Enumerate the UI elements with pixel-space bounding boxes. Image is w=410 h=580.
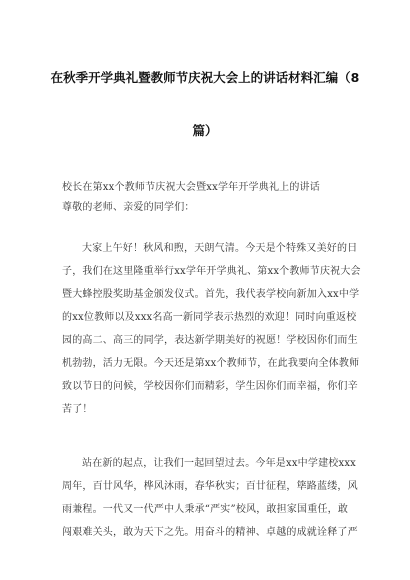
document-title-line-2: 篇）	[192, 123, 218, 138]
paragraph-1-line-1: 大家上午好！秋风和煦，天朗气清。今天是个特殊又美好的日	[82, 243, 358, 254]
paragraph-1-line-2: 子，我们在这里隆重举行xx学年开学典礼、第xx个教师节庆祝大会	[62, 266, 361, 277]
paragraph-1-line-8: 苦了！	[62, 404, 93, 415]
paragraph-2-line-1: 站在新的起点，让我们一起回望过去。今年是xx中学建校xxx	[82, 458, 356, 469]
paragraph-2-line-3: 雨兼程。一代又一代严中人秉承“严实”校风，敢担家国重任，敢	[62, 504, 349, 515]
paragraph-1-line-7: 致以节日的问候，学校因你们而精彩，学生因你们而幸福，你们辛	[62, 381, 358, 392]
paragraph-1-line-5: 园的高二、高三的同学，表达新学期美好的祝愿！学校因你们而生	[62, 335, 358, 346]
paragraph-2-line-2: 周年，百廿风华，桦风沐雨，春华秋实；百廿征程，筚路蓝缕，风	[62, 481, 358, 492]
salutation: 尊敬的老师、亲爱的同学们：	[62, 202, 195, 213]
paragraph-1-line-4: 的xx位教师以及xxx名高一新同学表示热烈的欢迎！同时向重返校	[62, 312, 357, 323]
paragraph-1-line-3: 暨大蜂控股奖助基金颁发仪式。首先，我代表学校向新加入xx中学	[62, 289, 360, 300]
paragraph-2-line-4: 闯艰难关头，敢为天下之先。用奋斗的精神、卓越的成就诠释了严	[62, 527, 358, 538]
document-title-line-1: 在秋季开学典礼暨教师节庆祝大会上的讲话材料汇编（8	[50, 70, 360, 85]
speech-subtitle: 校长在第xx个教师节庆祝大会暨xx学年开学典礼上的讲话	[62, 182, 320, 193]
paragraph-1-line-6: 机勃勃，活力无限。今天还是第xx个教师节，在此我要向全体教师	[62, 358, 360, 369]
